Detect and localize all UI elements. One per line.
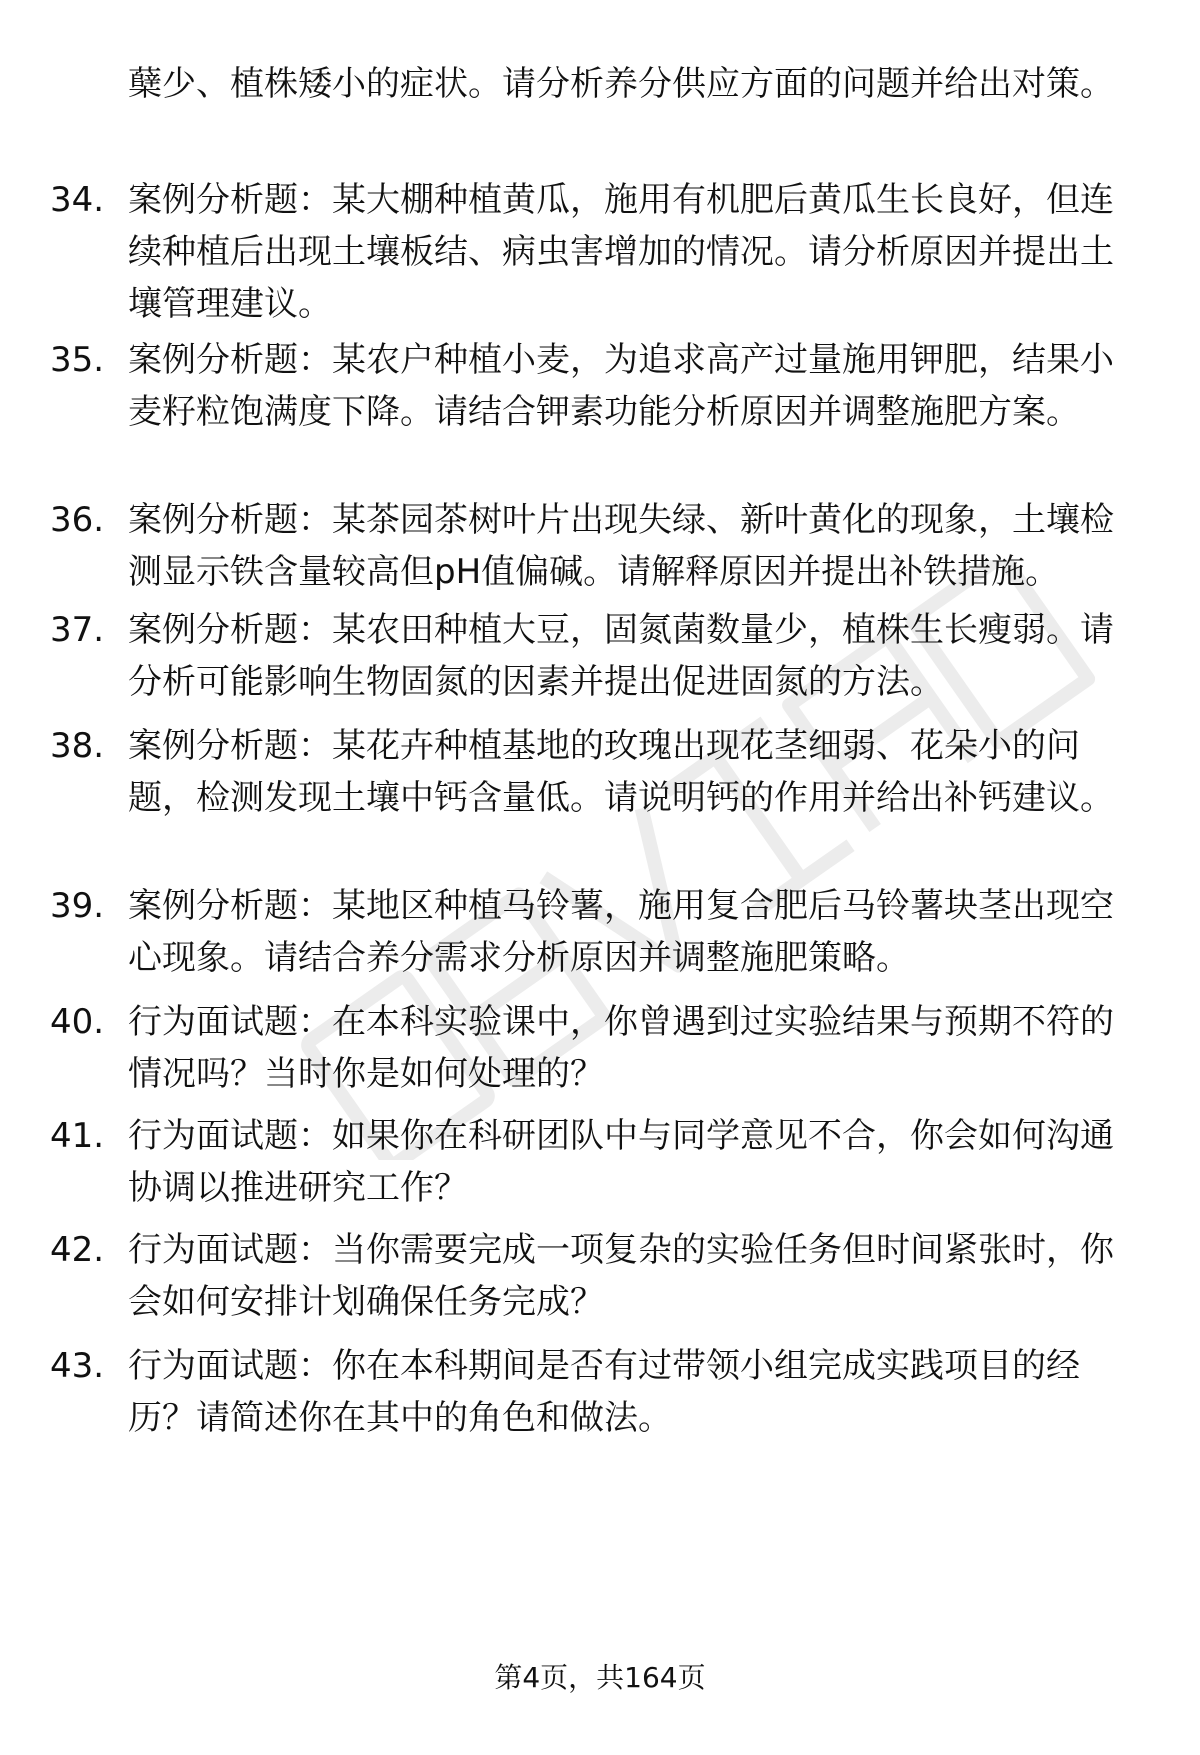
question-item-36 [50, 494, 1140, 598]
question-item-43 [50, 1340, 1140, 1444]
question-number: 40. [50, 1002, 105, 1042]
question-text: 行为面试题：在本科实验课中，你曾遇到过实验结果与预期不符的情况吗？当时你是如何处理的？ [128, 1002, 1114, 1094]
question-number: 41. [50, 1116, 105, 1156]
question-item-40 [50, 996, 1140, 1100]
question-item-35 [50, 334, 1140, 438]
question-item-41 [50, 1110, 1140, 1214]
question-item-38 [50, 720, 1140, 824]
question-item-42 [50, 1224, 1140, 1328]
question-number: 39. [50, 886, 105, 926]
question-number: 37. [50, 610, 105, 650]
question-item-34 [50, 174, 1140, 330]
question-number: 38. [50, 726, 105, 766]
question-text: 案例分析题：某地区种植马铃薯，施用复合肥后马铃薯块茎出现空心现象。请结合养分需求分析原因并调整施肥策略。 [128, 886, 1114, 978]
question-text: 行为面试题：如果你在科研团队中与同学意见不合，你会如何沟通协调以推进研究工作？ [128, 1116, 1114, 1208]
question-text: 案例分析题：某农田种植大豆，固氮菌数量少，植株生长瘦弱。请分析可能影响生物固氮的因素并提出促进固氮的方法。 [128, 610, 1114, 702]
question-text: 行为面试题：当你需要完成一项复杂的实验任务但时间紧张时，你会如何安排计划确保任务完成？ [128, 1230, 1114, 1322]
question-text: 案例分析题：某茶园茶树叶片出现失绿、新叶黄化的现象，土壤检测显示铁含量较高但pH值偏碱。请解释原因并提出补铁措施。 [128, 500, 1114, 592]
question-number: 36. [50, 500, 105, 540]
question-text: 案例分析题：某大棚种植黄瓜，施用有机肥后黄瓜生长良好，但连续种植后出现土壤板结、病虫害增加的情况。请分析原因并提出土壤管理建议。 [128, 180, 1114, 324]
question-number: 42. [50, 1230, 105, 1270]
question-number: 35. [50, 340, 105, 380]
question-item-39 [50, 880, 1140, 984]
page-number-label: 第4页，共164页 [494, 1661, 706, 1694]
question-number: 43. [50, 1346, 105, 1386]
question-text: 行为面试题：你在本科期间是否有过带领小组完成实践项目的经历？请简述你在其中的角色和做法。 [128, 1346, 1080, 1438]
question-text: 案例分析题：某花卉种植基地的玫瑰出现花茎细弱、花朵小的问题，检测发现土壤中钙含量低。请说明钙的作用并给出补钙建议。 [128, 726, 1114, 818]
page-footer [0, 1658, 1200, 1698]
question-text: 案例分析题：某农户种植小麦，为追求高产过量施用钾肥，结果小麦籽粒饱满度下降。请结合钾素功能分析原因并调整施肥方案。 [128, 340, 1114, 432]
question-item-37 [50, 604, 1140, 708]
continued-text: 蘖少、植株矮小的症状。请分析养分供应方面的问题并给出对策。 [128, 64, 1114, 104]
question-number: 34. [50, 180, 105, 220]
continued-paragraph [128, 58, 1138, 110]
